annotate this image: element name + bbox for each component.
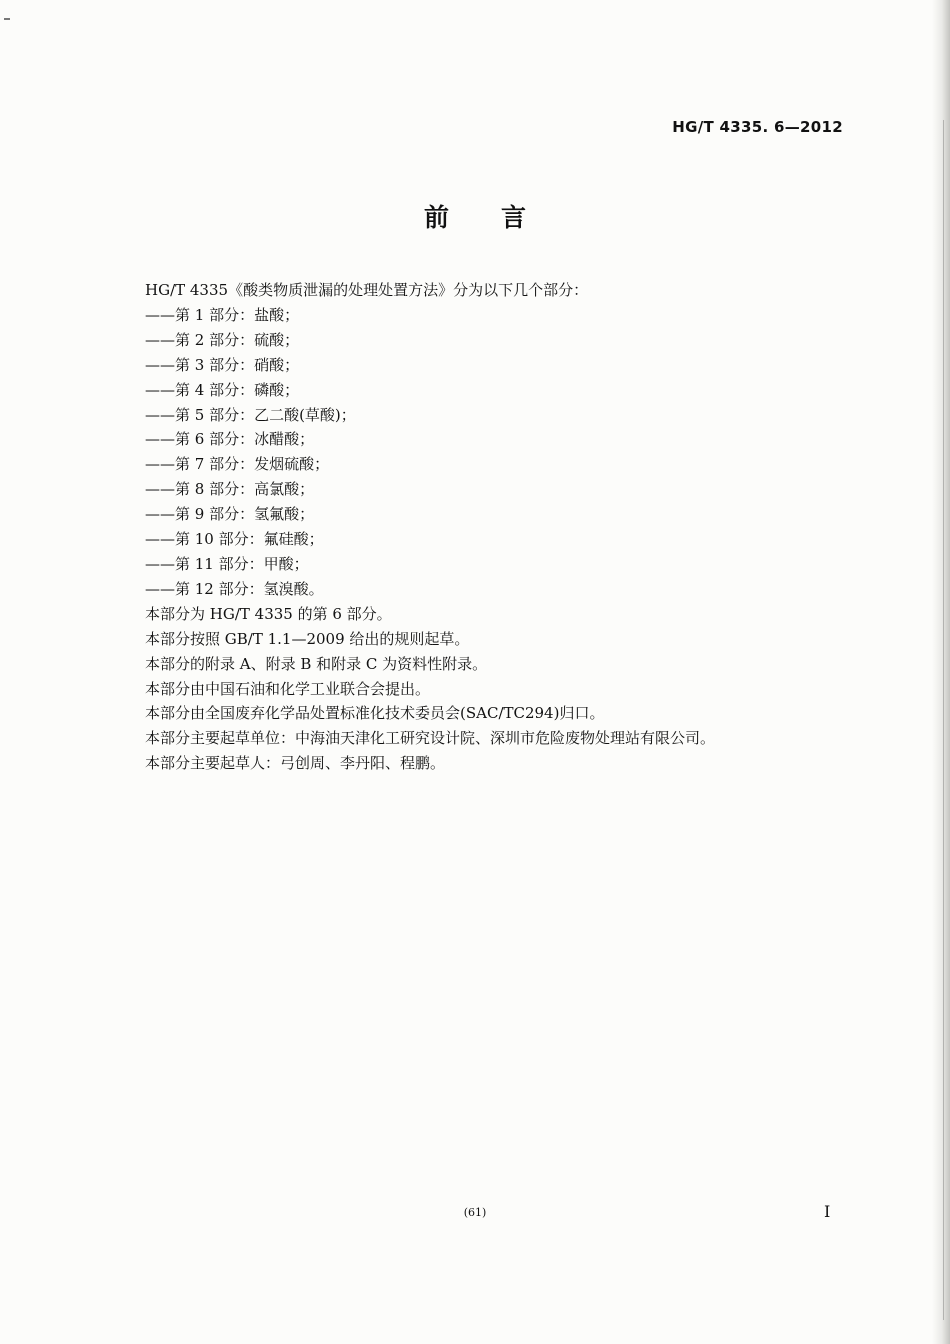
intro-line: HG/T 4335《酸类物质泄漏的处理处置方法》分为以下几个部分： xyxy=(145,281,589,299)
part-item: ——第 7 部分：发烟硫酸； xyxy=(145,455,330,474)
part-item: ——第 4 部分：磷酸； xyxy=(145,380,300,399)
part-item: ——第 5 部分：乙二酸(草酸)； xyxy=(145,405,356,424)
paragraph: 本部分由全国废弃化学品处置标准化技术委员会(SAC/TC294)归口。 xyxy=(145,704,605,723)
part-item: ——第 6 部分：冰醋酸； xyxy=(145,430,315,449)
part-item: ——第 2 部分：硫酸； xyxy=(145,330,300,349)
paragraph: 本部分主要起草人：弓创周、李丹阳、程鹏。 xyxy=(145,754,446,773)
paragraph: 本部分的附录 A、附录 B 和附录 C 为资料性附录。 xyxy=(145,654,488,673)
page-number: (61) xyxy=(463,1206,487,1219)
part-item: ——第 11 部分：甲酸； xyxy=(145,554,309,573)
part-item: ——第 1 部分：盐酸； xyxy=(145,305,300,324)
paragraph: 本部分主要起草单位：中海油天津化工研究设计院、深圳市危险废物处理站有限公司。 xyxy=(145,729,716,748)
paragraph: 本部分按照 GB/T 1.1—2009 给出的规则起草。 xyxy=(145,629,470,648)
document-code: HG/T 4335. 6—2012 xyxy=(672,118,843,136)
paragraph: 本部分由中国石油和化学工业联合会提出。 xyxy=(145,679,431,698)
part-item: ——第 10 部分：氟硅酸； xyxy=(145,530,324,549)
part-item: ——第 8 部分：高氯酸； xyxy=(145,480,315,499)
part-item: ——第 9 部分：氢氟酸； xyxy=(145,505,315,524)
roman-page-number: I xyxy=(824,1202,831,1221)
page-title: 前言 xyxy=(423,203,578,232)
part-item: ——第 3 部分：硝酸； xyxy=(145,355,300,374)
foreword-body xyxy=(145,278,865,776)
part-item: ——第 12 部分：氢溴酸。 xyxy=(145,579,324,598)
scan-edge-line xyxy=(943,120,944,1320)
scan-mark xyxy=(4,18,10,20)
paragraph: 本部分为 HG/T 4335 的第 6 部分。 xyxy=(145,604,392,623)
